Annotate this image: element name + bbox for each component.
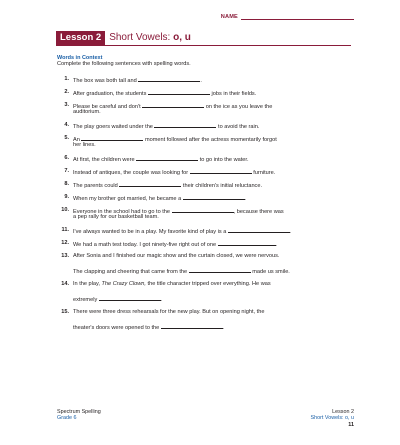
answer-blank[interactable] <box>218 240 276 246</box>
item-text: In the play, <box>73 281 100 287</box>
item-text: An <box>73 137 80 143</box>
answer-blank[interactable] <box>99 295 161 301</box>
item-text-after: moment followed after the actress momentarily forgot <box>144 137 277 143</box>
lesson-title-vowels: o, u <box>173 32 191 43</box>
footer-grade: Grade 6 <box>57 415 77 422</box>
lesson-title <box>109 32 191 43</box>
item-text: We had a math test today. I got ninety-five right out of one <box>73 242 217 248</box>
item-number: 4. <box>64 122 69 128</box>
exercise-item-11 <box>57 227 353 236</box>
item-text: At first, the children were <box>73 157 135 163</box>
item-text: After graduation, the students <box>73 91 147 97</box>
item-text: There were three dress rehearsals for the new play. But on opening night, the <box>73 309 265 315</box>
answer-blank[interactable] <box>148 89 210 95</box>
exercise-item-4 <box>57 122 353 131</box>
item-number: 7. <box>64 168 69 174</box>
exercise-item-3-continued: auditorium. <box>73 109 101 115</box>
item-text: The box was both tall and <box>73 78 137 84</box>
lesson-header <box>56 30 351 46</box>
item-text-after: on the ice as you leave the <box>205 104 273 110</box>
item-text: extremely <box>73 297 98 303</box>
answer-blank[interactable] <box>142 102 204 108</box>
play-title: The Crazy Clown, <box>101 281 146 287</box>
name-blank-line[interactable] <box>241 15 354 20</box>
item-text-after: . <box>222 325 225 331</box>
item-text: Instead of antiques, the couple was looking for <box>73 170 189 176</box>
item-text-after: , because there was <box>233 209 284 215</box>
exercise-item-3 <box>57 102 353 111</box>
exercise-item-7 <box>57 168 353 177</box>
exercise-item-5 <box>57 135 353 144</box>
item-number: 3. <box>64 102 69 108</box>
item-text-after: furniture. <box>253 170 276 176</box>
item-text-after: . <box>160 297 163 303</box>
item-text: I've always wanted to be in a play. My favorite kind of play is a <box>73 229 227 235</box>
footer-left <box>57 409 101 422</box>
exercise-item-13-continued <box>73 267 290 276</box>
name-label: NAME <box>220 14 238 20</box>
exercise-item-15 <box>57 309 353 316</box>
exercise-item-15-continued <box>73 323 224 332</box>
footer-subtitle: Short Vowels: o, u <box>310 415 354 422</box>
exercise-item-13 <box>57 253 353 260</box>
footer-lesson: Lesson 2 <box>332 409 354 415</box>
exercise-item-10-continued: a pep rally for our basketball team. <box>73 214 159 220</box>
item-number: 14. <box>61 281 69 287</box>
item-text-after: jobs in their fields. <box>211 91 257 97</box>
item-text-after: to avoid the rain. <box>218 124 260 130</box>
item-text: Everyone in the school had to go to the <box>73 209 171 215</box>
section-heading: Words in Context <box>57 55 103 61</box>
item-number: 1. <box>64 76 69 82</box>
exercise-item-6 <box>57 155 353 164</box>
item-text: The parents could <box>73 183 118 189</box>
answer-blank[interactable] <box>228 227 290 233</box>
exercise-item-1 <box>57 76 353 85</box>
item-text-after: their children's initial reluctance. <box>182 183 263 189</box>
answer-blank[interactable] <box>161 323 223 329</box>
item-number: 10. <box>61 207 69 213</box>
item-number: 13. <box>61 253 69 259</box>
item-number: 12. <box>61 240 69 246</box>
answer-blank[interactable] <box>190 168 252 174</box>
lesson-tag: Lesson 2 <box>56 31 105 45</box>
item-text: After Sonia and I finished our magic show and the curtain closed, we were nervous. <box>73 253 280 259</box>
item-text: The play goers waited under the <box>73 124 153 130</box>
item-number: 15. <box>61 309 69 315</box>
answer-blank[interactable] <box>189 267 251 273</box>
item-text-after: . <box>289 229 292 235</box>
exercise-item-2 <box>57 89 353 98</box>
answer-blank[interactable] <box>119 181 181 187</box>
exercise-item-14-continued <box>73 295 162 304</box>
instructions: Complete the following sentences with spelling words. <box>57 61 191 67</box>
answer-blank[interactable] <box>138 76 200 82</box>
item-number: 6. <box>64 155 69 161</box>
item-text-after: . <box>244 196 247 202</box>
page-number: 11 <box>348 421 354 428</box>
item-number: 2. <box>64 89 69 95</box>
exercise-item-9 <box>57 194 353 203</box>
name-field-row <box>221 14 354 20</box>
item-text-after: the title character tripped over everything. He was <box>147 281 271 287</box>
exercise-item-12 <box>57 240 353 249</box>
exercise-item-14 <box>57 281 353 288</box>
item-text: theater's doors were opened to the <box>73 325 160 331</box>
footer-book-title: Spectrum Spelling <box>57 409 101 415</box>
item-text-after: made us smile. <box>252 269 290 275</box>
answer-blank[interactable] <box>183 194 245 200</box>
item-number: 11. <box>61 227 69 233</box>
exercise-item-5-continued: her lines. <box>73 142 96 148</box>
answer-blank[interactable] <box>154 122 216 128</box>
answer-blank[interactable] <box>136 155 198 161</box>
item-text-after: to go into the water. <box>199 157 249 163</box>
item-text: When my brother got married, he became a <box>73 196 182 202</box>
item-text: The clapping and cheering that came from the <box>73 269 188 275</box>
lesson-title-prefix: Short Vowels: <box>109 32 171 43</box>
answer-blank[interactable] <box>172 207 234 213</box>
item-text-after: . <box>200 78 202 84</box>
item-number: 8. <box>64 181 69 187</box>
answer-blank[interactable] <box>81 135 143 141</box>
item-text-after: . <box>275 242 278 248</box>
item-number: 9. <box>64 194 69 200</box>
item-number: 5. <box>64 135 69 141</box>
exercise-item-8 <box>57 181 353 190</box>
footer-right <box>311 409 354 428</box>
item-text: Please be careful and don't <box>73 104 141 110</box>
